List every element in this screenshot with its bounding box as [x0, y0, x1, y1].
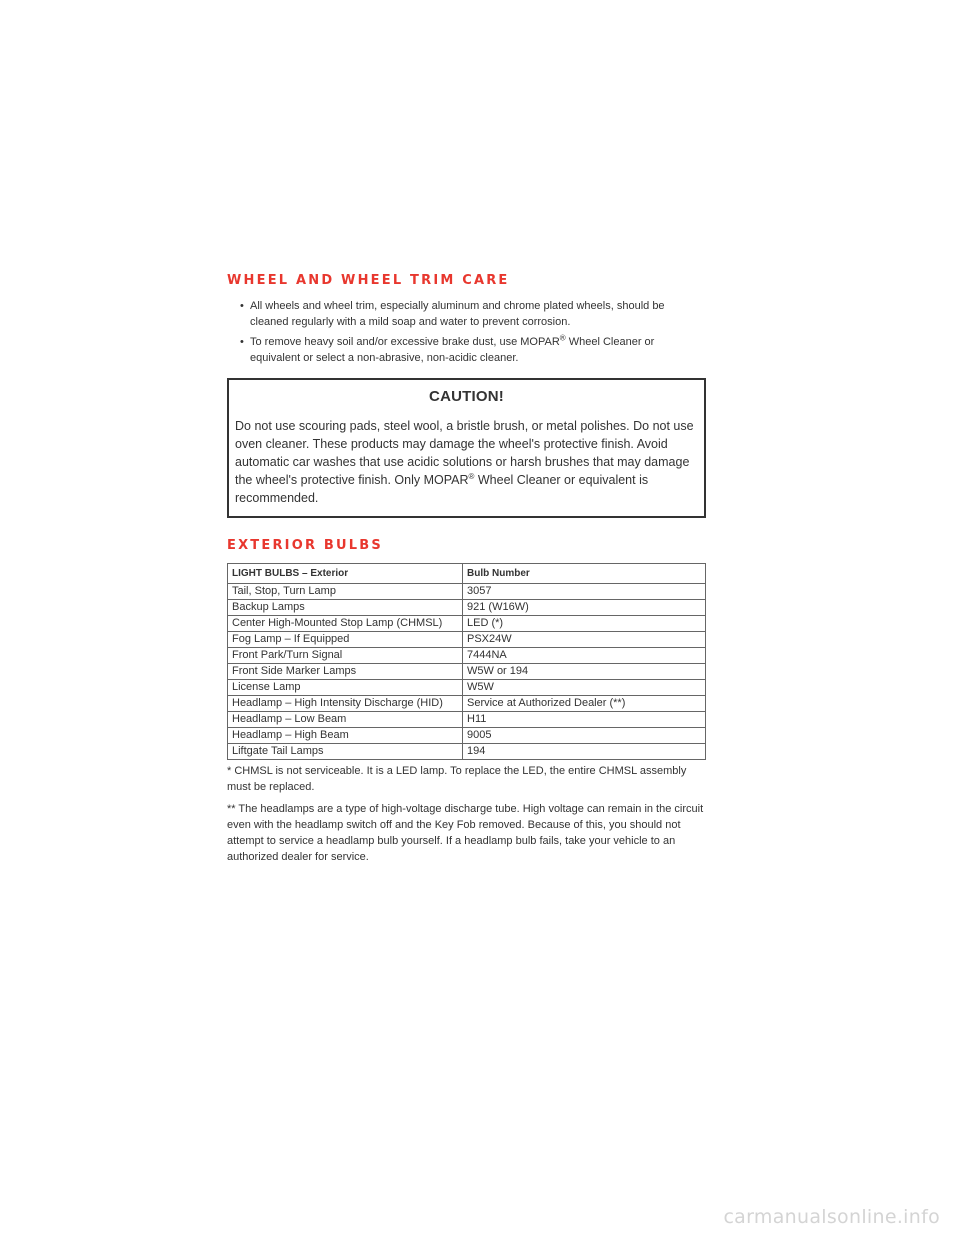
light-bulb-cell: Headlamp – High Beam: [228, 728, 463, 744]
table-row: [228, 616, 706, 632]
bulb-number-cell: PSX24W: [463, 632, 706, 648]
bulb-number-cell: H11: [463, 712, 706, 728]
bulb-number-cell: W5W: [463, 680, 706, 696]
table-header-row: [228, 564, 706, 584]
table-row: [228, 744, 706, 760]
bulb-number-cell: 7444NA: [463, 648, 706, 664]
table-row: [228, 648, 706, 664]
caution-body: [235, 417, 698, 507]
bulb-number-cell: Service at Authorized Dealer (**): [463, 696, 706, 712]
light-bulb-cell: Tail, Stop, Turn Lamp: [228, 584, 463, 600]
bulb-number-cell: 194: [463, 744, 706, 760]
bullet-text: To remove heavy soil and/or excessive brake dust, use MOPAR: [250, 336, 560, 348]
table-row: [228, 600, 706, 616]
table-row: [228, 664, 706, 680]
registered-mark: ®: [468, 471, 475, 481]
light-bulb-cell: License Lamp: [228, 680, 463, 696]
caution-text: Do not use scouring pads, steel wool, a bristle brush, or metal polishes. Do not use oven cleaner. These products may damage the wheel's protective finish. Avoid automatic car washes that use acidic solutions or harsh brushes that may damage the wheel's protective finish. Only MOPAR: [235, 419, 694, 487]
caution-title: CAUTION!: [429, 388, 504, 405]
light-bulb-cell: Liftgate Tail Lamps: [228, 744, 463, 760]
footnote-headlamps: ** The headlamps are a type of high-voltage discharge tube. High voltage can remain in the circuit even with the headlamp switch off and the Key Fob removed. Because of this, you should not attempt to service a headlamp bulb yourself. If a headlamp bulb fails, take your vehicle to an authorized dealer for service.: [227, 803, 704, 863]
table-row: [228, 632, 706, 648]
table-row: [228, 680, 706, 696]
table-row: [228, 712, 706, 728]
column-header: Bulb Number: [463, 564, 706, 584]
list-item: [227, 298, 706, 330]
wheel-care-list: [227, 298, 706, 366]
table-row: [228, 696, 706, 712]
table-row: [228, 584, 706, 600]
bullet-icon: •: [240, 336, 244, 348]
footnote-chmsl: * CHMSL is not serviceable. It is a LED lamp. To replace the LED, the entire CHMSL assembly must be replaced.: [227, 765, 687, 793]
light-bulb-cell: Backup Lamps: [228, 600, 463, 616]
watermark: carmanualsonline.info: [723, 1206, 940, 1228]
bulb-number-cell: 921 (W16W): [463, 600, 706, 616]
bulbs-table: [227, 563, 706, 760]
light-bulb-cell: Fog Lamp – If Equipped: [228, 632, 463, 648]
list-item: [227, 334, 706, 366]
table-row: [228, 728, 706, 744]
bulb-number-cell: 3057: [463, 584, 706, 600]
bulb-number-cell: LED (*): [463, 616, 706, 632]
caution-text-cont: Wheel Cleaner or equivalent is recommended.: [235, 473, 649, 505]
wheel-care-heading: WHEEL AND WHEEL TRIM CARE: [227, 273, 510, 288]
light-bulb-cell: Front Side Marker Lamps: [228, 664, 463, 680]
bullet-text-cont: Wheel Cleaner or equivalent or select a non-abrasive, non-acidic cleaner.: [250, 336, 655, 364]
light-bulb-cell: Center High-Mounted Stop Lamp (CHMSL): [228, 616, 463, 632]
caution-box: [227, 378, 706, 518]
registered-mark: ®: [559, 333, 566, 343]
bulb-number-cell: W5W or 194: [463, 664, 706, 680]
bullet-icon: •: [240, 300, 244, 312]
page-content: [227, 272, 706, 871]
bullet-text: All wheels and wheel trim, especially aluminum and chrome plated wheels, should be cleaned regularly with a mild soap and water to prevent corrosion.: [250, 300, 665, 328]
column-header: LIGHT BULBS – Exterior: [228, 564, 463, 584]
exterior-bulbs-heading: EXTERIOR BULBS: [227, 538, 383, 553]
bulb-number-cell: 9005: [463, 728, 706, 744]
light-bulb-cell: Headlamp – Low Beam: [228, 712, 463, 728]
light-bulb-cell: Headlamp – High Intensity Discharge (HID): [228, 696, 463, 712]
light-bulb-cell: Front Park/Turn Signal: [228, 648, 463, 664]
